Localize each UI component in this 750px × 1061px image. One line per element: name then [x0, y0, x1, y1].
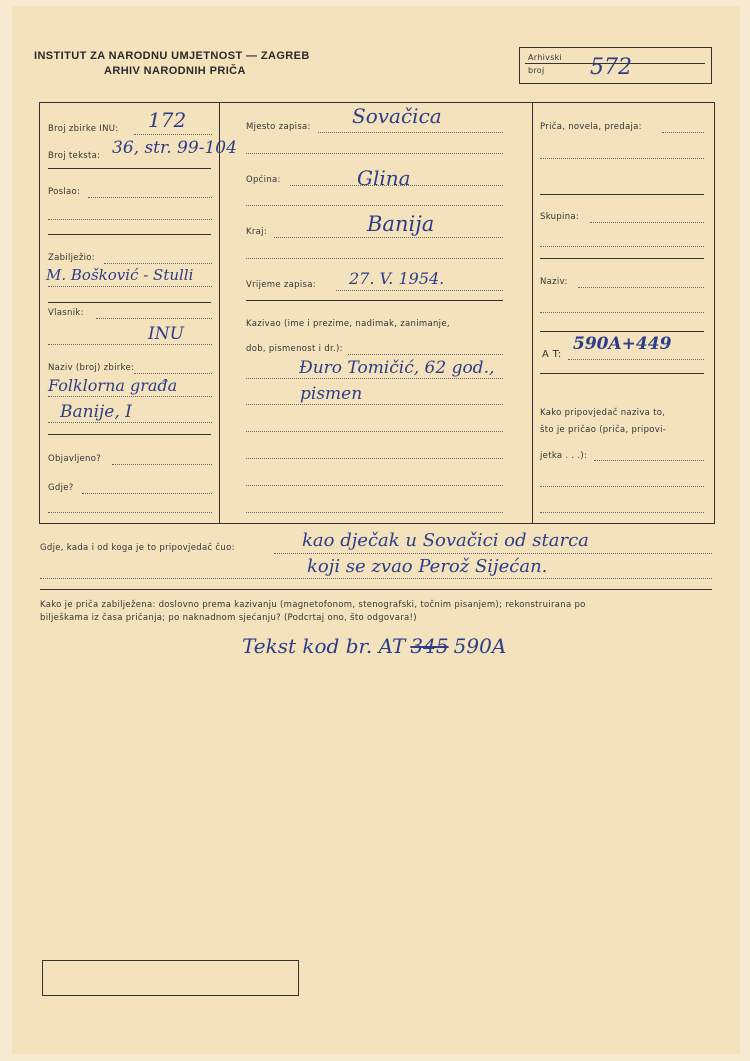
vrijeme-line — [336, 290, 503, 291]
archive-title: ARHIV NARODNIH PRIČA — [104, 65, 246, 77]
at-label: A T: — [542, 349, 562, 360]
middle-rule-1 — [246, 300, 503, 301]
right-rule-2 — [540, 258, 704, 259]
kazivao-value-1: Đuro Tomičić, 62 god., — [299, 358, 495, 378]
kazivao-line-5 — [246, 458, 503, 459]
at-line — [568, 359, 704, 360]
gdje-label: Gdje? — [48, 483, 74, 493]
opcina-line-2 — [246, 205, 503, 206]
left-rule-1 — [48, 168, 211, 169]
kraj-label: Kraj: — [246, 227, 268, 237]
kazivao-label-2: dob, pismenost i dr.): — [246, 344, 343, 354]
prica-line-2 — [540, 158, 704, 159]
prica-line — [662, 132, 704, 133]
archive-label-1: Arhivski — [528, 53, 563, 62]
handwritten-note — [242, 634, 506, 658]
zbirke-label: Broj zbirke INU: — [48, 124, 119, 134]
vrijeme-label: Vrijeme zapisa: — [246, 280, 316, 290]
prica-label: Priča, novela, predaja: — [540, 122, 642, 132]
form-card — [12, 6, 740, 1054]
skupina-label: Skupina: — [540, 212, 580, 222]
vlasnik-line — [96, 318, 212, 319]
zabiljezio-value: M. Bošković - Stulli — [46, 266, 194, 284]
naziv-line-2 — [540, 312, 704, 313]
naziv-zbirke-line-2 — [48, 396, 212, 397]
vlasnik-line-2 — [48, 344, 212, 345]
teksta-value: 36, str. 99-104 — [112, 138, 237, 158]
gdje-kada-line — [274, 553, 712, 554]
zbirke-value: 172 — [148, 108, 187, 132]
kazivao-line-3 — [246, 404, 503, 405]
note-text: Tekst kod br. AT — [242, 634, 406, 658]
naziv-zbirke-label: Naziv (broj) zbirke: — [48, 363, 135, 373]
naziv-zbirke-value-2: Banije, I — [60, 402, 132, 422]
mjesto-line — [318, 132, 503, 133]
gdje-kada-label: Gdje, kada i od koga je to pripovjedač čuo: — [40, 543, 235, 553]
poslao-label: Poslao: — [48, 187, 81, 197]
bottom-empty-box — [42, 960, 299, 996]
bottom-rule — [40, 589, 712, 590]
mjesto-value: Sovačica — [352, 104, 442, 128]
kako-line-2 — [540, 486, 704, 487]
kraj-value: Banija — [367, 212, 435, 236]
archive-number-value: 572 — [590, 55, 632, 80]
gdje-kada-value-2: koji se zvao Perož Sijećan. — [307, 556, 548, 577]
opcina-label: Općina: — [246, 175, 281, 185]
zabiljezio-label: Zabilježio: — [48, 253, 95, 263]
kako-label-2: što je pričao (priča, pripovi- — [540, 425, 667, 435]
poslao-line — [88, 197, 212, 198]
teksta-label: Broj teksta: — [48, 151, 101, 161]
kraj-line-2 — [246, 258, 503, 259]
right-rule-3 — [540, 331, 704, 332]
skupina-line — [590, 222, 704, 223]
kazivao-line-2 — [246, 378, 503, 379]
note-struck-number: 345 — [410, 634, 449, 658]
archive-label-2: broj — [528, 66, 545, 75]
gdje-kada-value-1: kao dječak u Sovačici od starca — [302, 530, 589, 551]
naziv-zbirke-line — [134, 373, 212, 374]
kazivao-line-7 — [246, 512, 503, 513]
mjesto-label: Mjesto zapisa: — [246, 122, 311, 132]
opcina-value: Glina — [357, 166, 411, 190]
mjesto-line-2 — [246, 153, 503, 154]
zabiljezio-line-2 — [48, 286, 212, 287]
kako-label-3: jetka . . .): — [540, 451, 588, 461]
kako-label-1: Kako pripovjedač naziva to, — [540, 408, 666, 418]
left-rule-2 — [48, 234, 211, 235]
right-rule-1 — [540, 194, 704, 195]
naziv-zbirke-value-1: Folklorna građa — [48, 376, 178, 395]
at-value: 590A+449 — [573, 334, 672, 354]
skupina-line-2 — [540, 246, 704, 247]
naziv-line — [578, 287, 704, 288]
kako-line-3 — [540, 512, 704, 513]
naziv-zbirke-line-3 — [48, 422, 212, 423]
vlasnik-value: INU — [148, 324, 184, 344]
kazivao-value-2: pismen — [300, 384, 363, 404]
left-column-divider — [219, 102, 220, 523]
kazivao-label-1: Kazivao (ime i prezime, nadimak, zanimanje, — [246, 319, 450, 329]
note-value: 590A — [453, 634, 507, 658]
zabiljezena-line-1: Kako je priča zabilježena: doslovno prema kazivanju (magnetofonom, stenografski, točnim pisanjem); rekonstruirana po — [40, 600, 586, 610]
zabiljezena-line-2: bilješkama iz časa pričanja; po naknadnom sjećanju? (Podcrtaj ono, što odgovara!) — [40, 613, 417, 623]
left-rule-4 — [48, 434, 211, 435]
zabiljezio-line — [104, 263, 212, 264]
poslao-line-2 — [48, 219, 212, 220]
left-rule-3 — [48, 302, 211, 303]
kazivao-line-6 — [246, 485, 503, 486]
gdje-kada-line-2 — [40, 578, 712, 579]
right-column-divider — [532, 102, 533, 523]
vrijeme-value: 27. V. 1954. — [349, 269, 445, 288]
institute-title: INSTITUT ZA NARODNU UMJETNOST — ZAGREB — [34, 50, 310, 62]
naziv-label: Naziv: — [540, 277, 568, 287]
objavljeno-label: Objavljeno? — [48, 454, 102, 464]
objavljeno-line — [112, 464, 212, 465]
kako-line — [594, 460, 704, 461]
kazivao-line — [348, 354, 503, 355]
vlasnik-label: Vlasnik: — [48, 308, 84, 318]
right-rule-4 — [540, 373, 704, 374]
kazivao-line-4 — [246, 431, 503, 432]
zbirke-line — [134, 134, 212, 135]
gdje-line — [82, 493, 212, 494]
gdje-line-2 — [48, 512, 212, 513]
kraj-line — [274, 237, 503, 238]
